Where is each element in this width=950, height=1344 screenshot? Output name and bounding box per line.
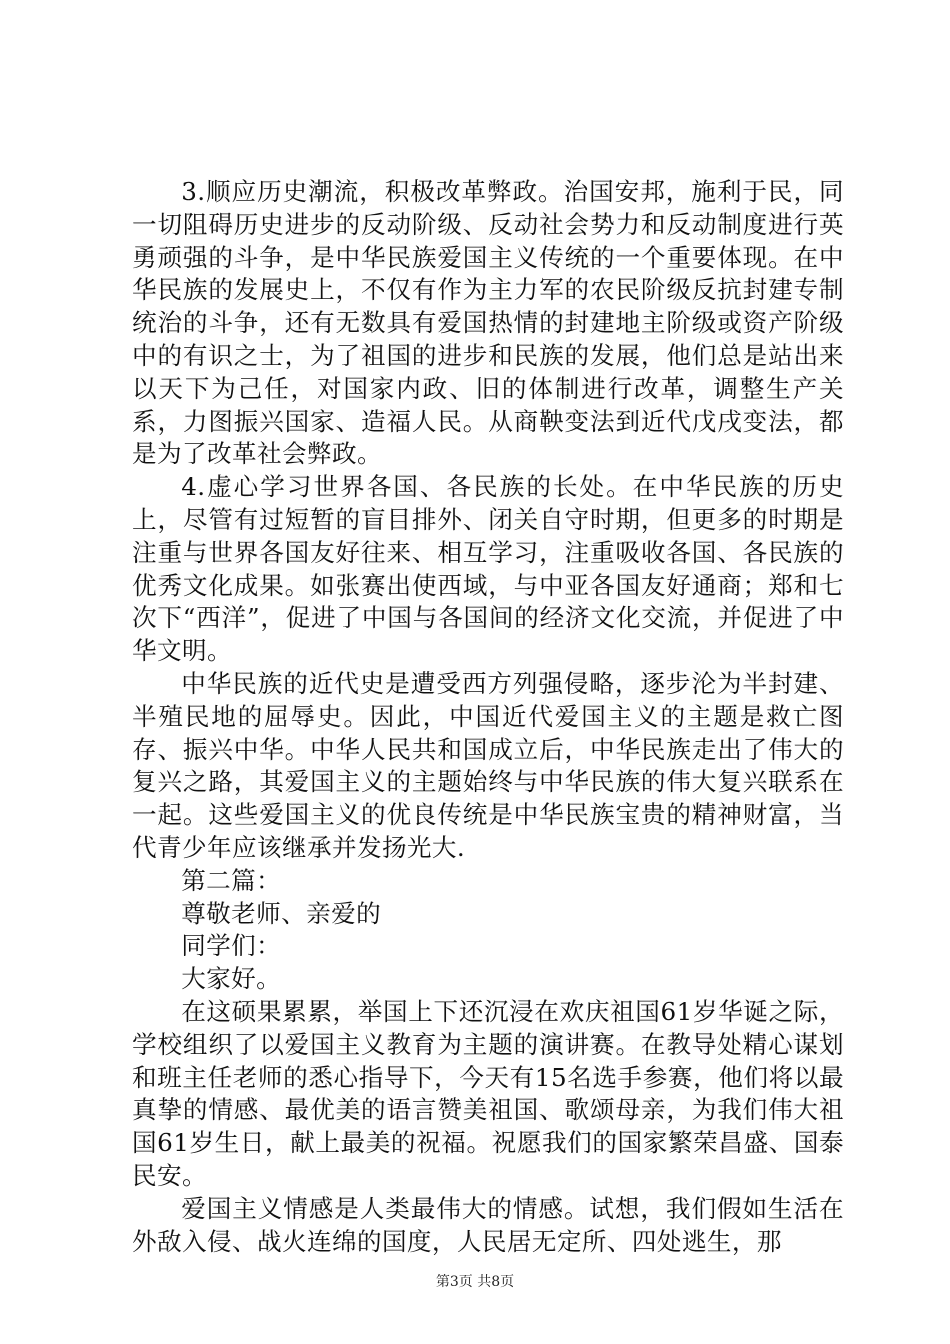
paragraph-speech-contest: 在这硕果累累，举国上下还沉浸在欢庆祖国61岁华诞之际，学校组织了以爱国主义教育为主题的演讲赛。在教导处精心谋划和班主任老师的悉心指导下，今天有15名选手参赛，他们将以最真挚的情感、最优美的语言赞美祖国、歌颂母亲，为我们伟大祖国61岁生日，献上最美的祝福。祝愿我们的国家繁荣昌盛、国泰民安。: [132, 996, 844, 1190]
document-body: [132, 176, 844, 1258]
page-number-footer: 第3页 共8页: [435, 1274, 515, 1290]
paragraph-patriotism: 爱国主义情感是人类最伟大的情感。试想，我们假如生活在外敌入侵、战火连绵的国度，人民居无定所、四处逃生，那: [132, 1193, 844, 1256]
salutation-students: 同学们：: [181, 931, 282, 961]
greeting: 大家好。: [181, 964, 282, 994]
section-heading-part-two: 第二篇：: [181, 865, 282, 895]
paragraph-modern-history: 中华民族的近代史是遭受西方列强侵略，逐步沦为半封建、半殖民地的屈辱史。因此，中国近代爱国主义的主题是救亡图存、振兴中华。中华人民共和国成立后，中华民族走出了伟大的复兴之路，其爱国主义的主题始终与中华民族的伟大复兴联系在一起。这些爱国主义的优良传统是中华民族宝贵的精神财富，当代青少年应该继承并发扬光大.: [132, 668, 844, 862]
paragraph-reform: 3.顺应历史潮流，积极改革弊政。治国安邦，施利于民，同一切阻碍历史进步的反动阶级、反动社会势力和反动制度进行英勇顽强的斗争，是中华民族爱国主义传统的一个重要体现。在中华民族的发展史上，不仅有作为主力军的农民阶级反抗封建专制统治的斗争，还有无数具有爱国热情的封建地主阶级或资产阶级中的有识之士，为了祖国的进步和民族的发展，他们总是站出来以天下为己任，对国家内政、旧的体制进行改革，调整生产关系，力图振兴国家、造福人民。从商鞅变法到近代戊戌变法，都是为了改革社会弊政。: [132, 177, 844, 469]
paragraph-learning: 4.虚心学习世界各国、各民族的长处。在中华民族的历史上，尽管有过短暂的盲目排外、闭关自守时期，但更多的时期是注重与世界各国友好往来、相互学习，注重吸收各国、各民族的优秀文化成果。如张赛出使西域，与中亚各国友好通商；郑和七次下“西洋”，促进了中国与各国间的经济文化交流，并促进了中华文明。: [132, 472, 844, 666]
salutation-teachers: 尊敬老师、亲爱的: [181, 898, 382, 928]
